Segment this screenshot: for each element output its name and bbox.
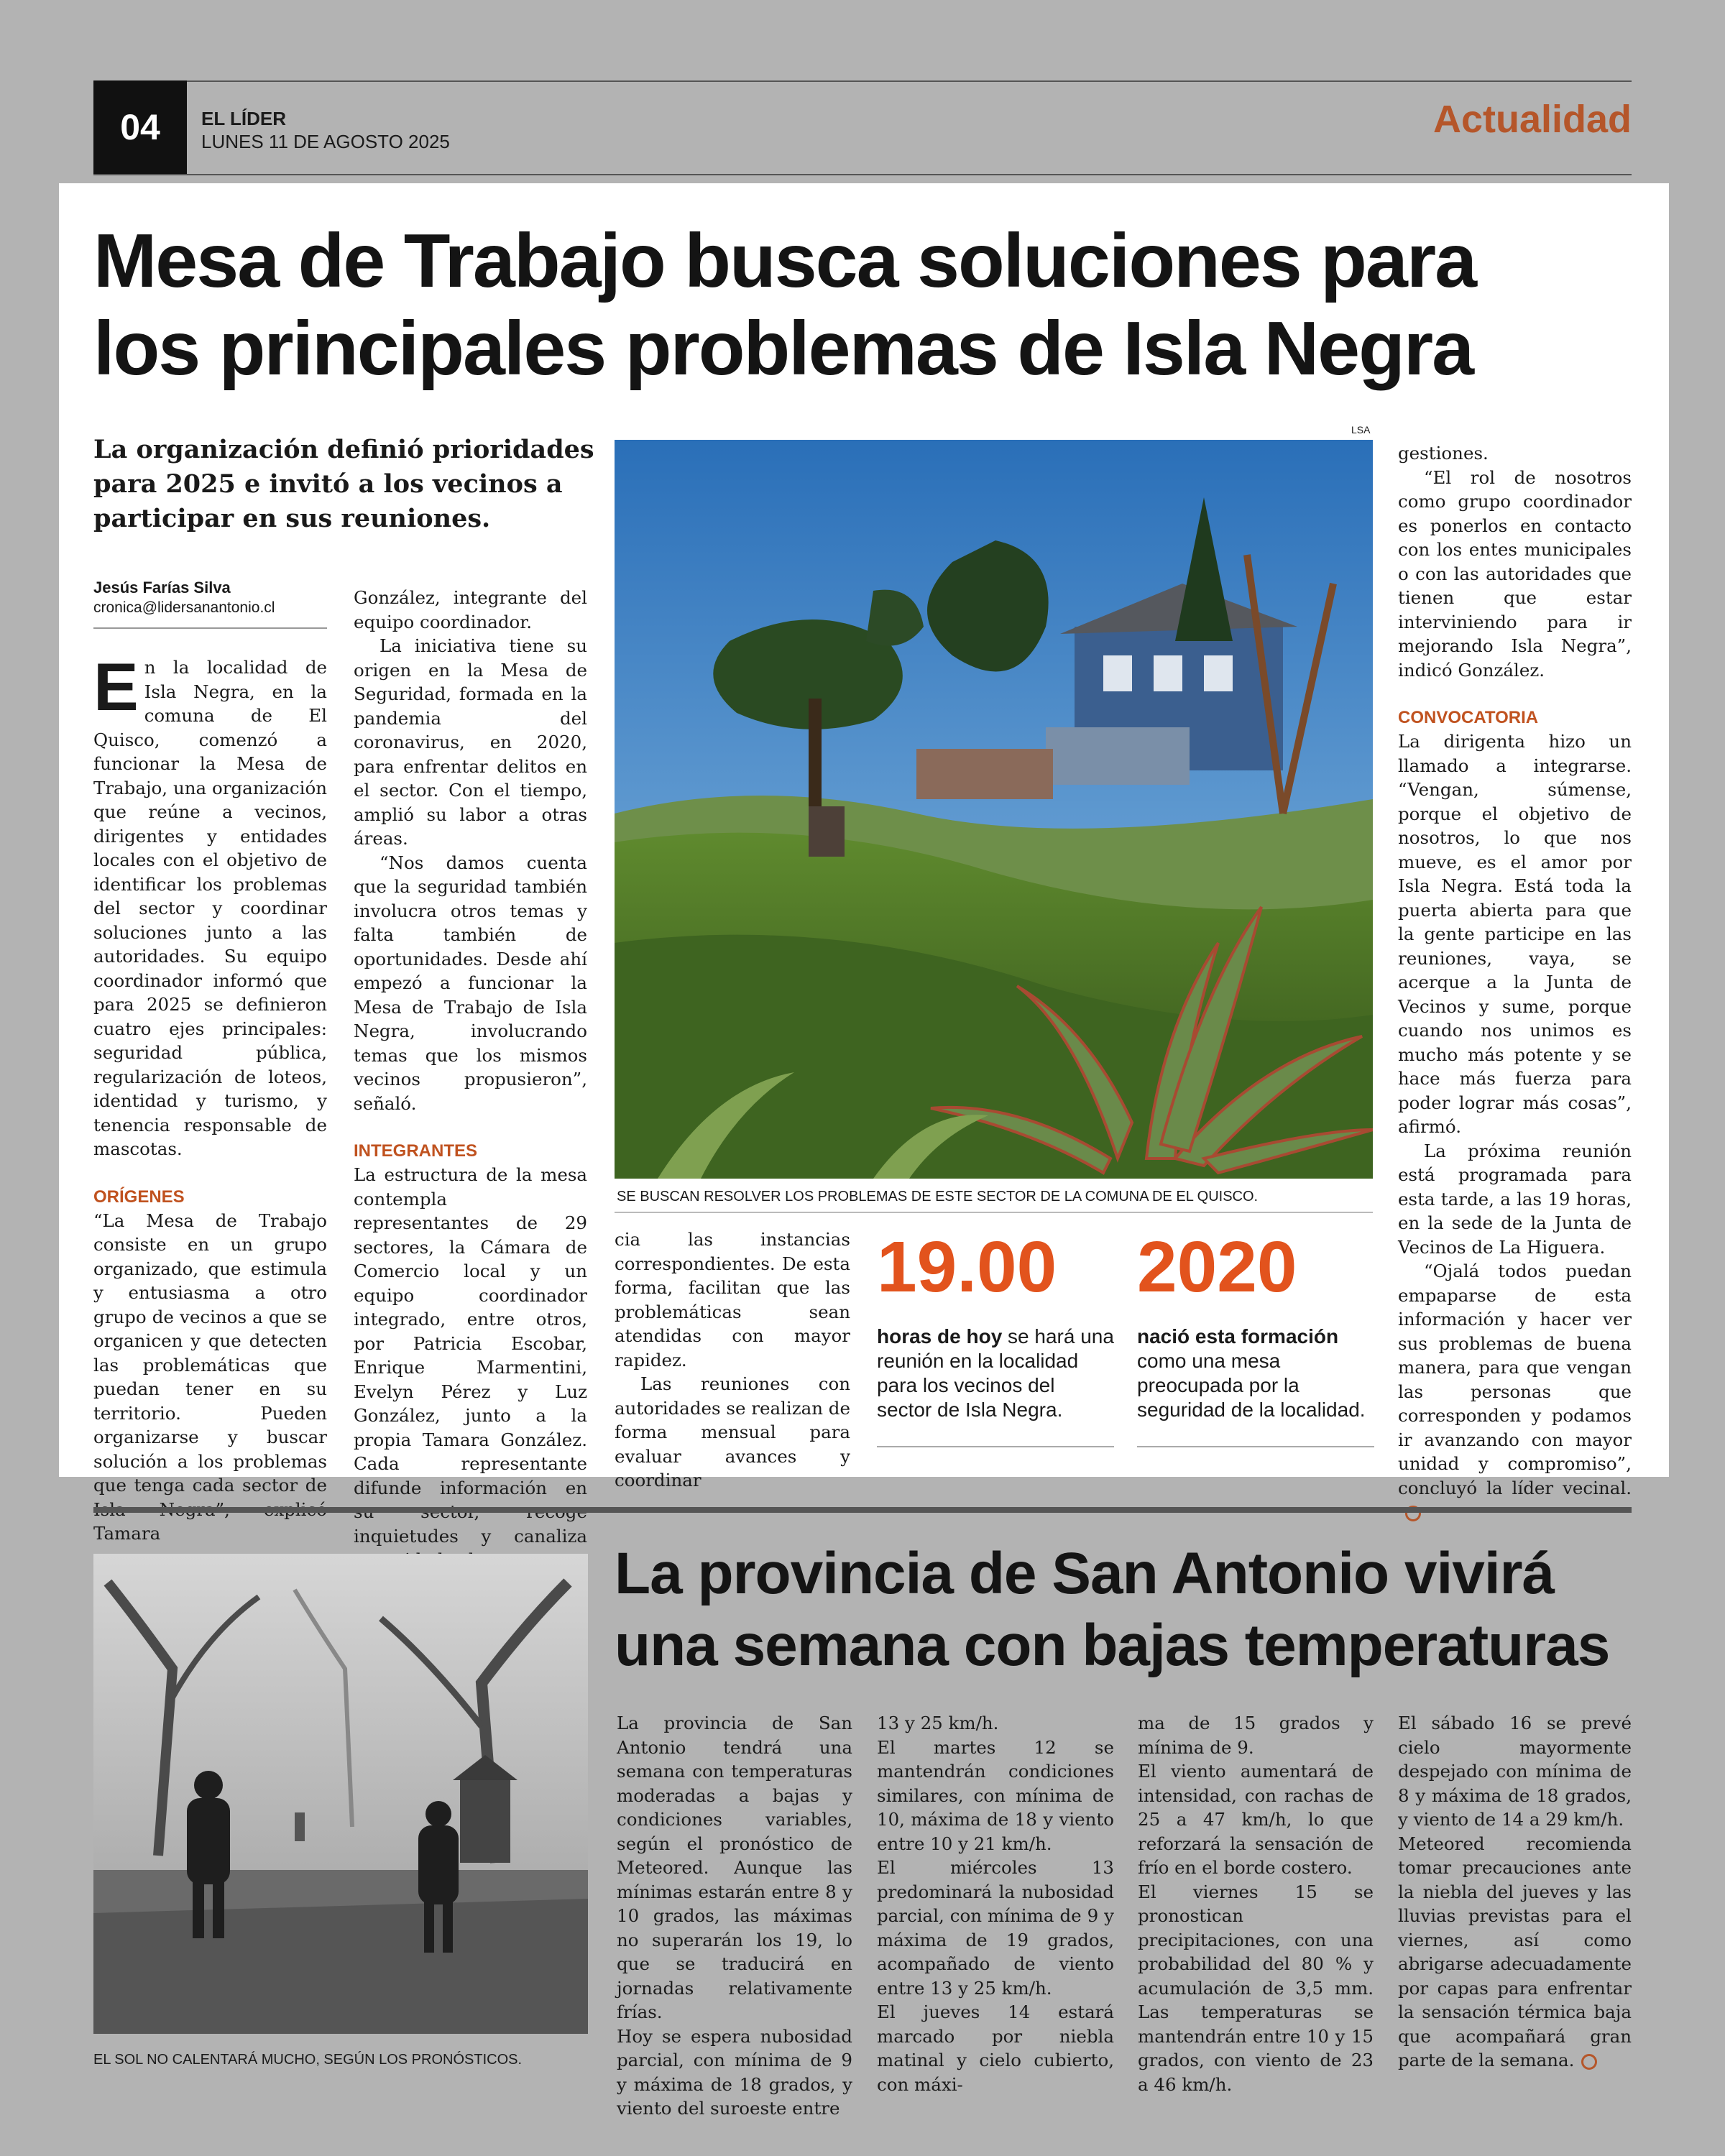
- article1-column-5: [1398, 441, 1632, 1524]
- fact-number-2: 2020: [1137, 1227, 1297, 1307]
- paragraph: ma de 15 grados y mínima de 9.: [1138, 1713, 1374, 1758]
- article2-headline-line2: una semana con bajas temperaturas: [615, 1613, 1610, 1678]
- fact-number-1: 19.00: [877, 1227, 1057, 1307]
- paragraph: “Nos damos cuenta que la seguridad también involucra otros temas y falta también de oportunidades. Desde ahí empezó a funcionar la Mesa de Trabajo de Isla Negra, involucrando temas que los mismos vecinos propusieron”, señaló.: [354, 852, 587, 1114]
- subheading-integrantes: INTEGRANTES: [354, 1141, 478, 1161]
- photo-caption: SE BUSCAN RESOLVER LOS PROBLEMAS DE ESTE SECTOR DE LA COMUNA DE EL QUISCO.: [617, 1189, 1259, 1204]
- article2-column-4: [1398, 1711, 1632, 2073]
- article1-byline: Jesús Farías Silva: [93, 579, 231, 596]
- paragraph-text: Meteored recomienda tomar precauciones ante la niebla del jueves y las lluvias previstas para el viernes, así como abrigarse adecuadamente por capas para enfrentar la sensación térmica baja que acompañará gran parte de la semana.: [1398, 1833, 1632, 2070]
- header-bottom-rule: [93, 174, 1632, 175]
- paragraph: La dirigenta hizo un llamado a integrarse. “Vengan, súmense, porque el objetivo de nosotros, lo que nos mueve, es el amor por Isla Negra. Está toda la puerta abierta para que la gente participe en las reuniones, vaya, se acerque a la Junta de Vecinos y sume, porque cuando nos unimos es mucho más potente y se hace más fuerza para poder lograr más cosas”, afirmó.: [1398, 731, 1632, 1137]
- section-divider: [93, 1507, 1632, 1513]
- paragraph-text: “Ojalá todos puedan empaparse de esta información y hacer ver sus problemas de buena manera, para que vengan las personas que corresponden y podamos ir avanzando con mayor unidad y compromiso”, concluyó la líder vecinal.: [1398, 1261, 1632, 1498]
- paragraph: González, integrante del equipo coordinador.: [354, 587, 587, 632]
- article1-column-1: [93, 649, 327, 1546]
- fact-desc-1: se hará una reunión en la localidad para los vecinos del sector de Isla Negra.: [877, 1325, 1114, 1421]
- fog-street-photo: [93, 1554, 588, 2034]
- paragraph: La estructura de la mesa contempla representantes de 29 sectores, la Cámara de Comercio local y un equipo coordinador integrado, entre otros, por Patricia Escobar, Enrique Marmentini, Evelyn Pérez y Luz González, junto a la propia Tamara González. Cada representante difunde información en inquietudes y canaliza: [354, 1164, 587, 1547]
- paragraph: La próxima reunión está programada para esta tarde, a las 19 horas, en la sede de la Junta de Vecinos de La Higuera.: [1398, 1140, 1632, 1258]
- article2-column-2: [877, 1711, 1114, 2096]
- newspaper-name: EL LÍDER: [201, 108, 286, 129]
- article2-column-1: [617, 1711, 852, 2121]
- paragraph: El sábado 16 se prevé cielo mayormente despejado con mínima de 8 y máxima de 18 grados, y viento de 14 a 29 km/h.: [1398, 1713, 1632, 1830]
- fact-desc-2: como una mesa preocupada por la seguridad de la localidad.: [1137, 1350, 1366, 1421]
- paragraph: La provincia de San Antonio tendrá una semana con temperaturas moderadas a bajas y condiciones variables, según el pronóstico de Meteored. Aunque las mínimas estarán entre 8 y 10 grados, las máximas no superarán los 19, lo que se traducirá en jornadas relativamente frías.: [617, 1713, 852, 2022]
- article1-intro: n la localidad de Isla Negra, en la comuna de El Quisco, comenzó a funcionar la Mesa de Trabajo, una organización que reúne a vecinos, dirigentes y entidades locales con el objetivo de identificar los problemas del sector y coordinar soluciones junto a las autoridades. Su equipo coordinador informó que para 2025 se definieron cuatro ejes principales: seguridad pública, regularización de loteos, identidad y turismo, y tenencia responsable de mascotas.: [93, 657, 327, 1159]
- fact-rule-2: [1137, 1446, 1374, 1447]
- article2-headline-line1: La provincia de San Antonio vivirá: [615, 1541, 1555, 1606]
- paragraph: [1398, 1259, 1632, 1524]
- article1-column-3: [615, 1227, 850, 1493]
- fact-text-2: [1137, 1325, 1374, 1422]
- paragraph: El miércoles 13 predominará la nubosidad parcial, con mínima de 9 y máxima de 19 grados, acompañado de viento entre 13 y 25 km/h.: [877, 1857, 1114, 1999]
- paragraph: gestiones.: [1398, 443, 1489, 464]
- article2-photo-caption: EL SOL NO CALENTARÁ MUCHO, SEGÚN LOS PRONÓSTICOS.: [93, 2052, 523, 2068]
- photo-credit: LSA: [1351, 424, 1371, 436]
- paragraph: [1398, 1832, 1632, 2073]
- fact-text-1: [877, 1325, 1114, 1422]
- end-mark-icon: [1581, 2054, 1597, 2070]
- paragraph: cia las instancias correspondientes. De esta forma, facilitan que las problemáticas sean atendidas con mayor rapidez.: [615, 1229, 850, 1370]
- paragraph: El viento aumentará de intensidad, con rachas de 25 a 47 km/h, lo que reforzará la sensación de frío en el borde costero.: [1138, 1761, 1374, 1878]
- article1-origenes-text: “La Mesa de Trabajo consiste en un grupo organizado, que estimula y entusiasma a otro grupo de vecinos a que se organicen y que detecten las problemáticas que puedan tener en su territorio. Pueden organizarse y buscar solución a los problemas que tenga cada sector de Tamara: [93, 1210, 327, 1544]
- article1-email: cronica@lidersanantonio.cl: [93, 599, 275, 616]
- fact-bold-2: nació esta formación: [1137, 1325, 1339, 1348]
- subheading-origenes: ORÍGENES: [93, 1187, 185, 1207]
- article1-headline: [93, 217, 1646, 392]
- article1-subhead: La organización definió prioridades para 2025 e invitó a los vecinos a participar en sus reuniones.: [93, 435, 594, 533]
- page-number: 04: [93, 80, 187, 174]
- article2-column-3: [1138, 1711, 1374, 2096]
- paragraph: 13 y 25 km/h.: [877, 1713, 999, 1733]
- header-top-rule: [93, 80, 1632, 82]
- paragraph: “El rol de nosotros como grupo coordinador es ponerlos en contacto con los entes municipales o con las autoridades que tienen que estar interviniendo para ir mejorando Isla Negra”, indicó González.: [1398, 466, 1632, 681]
- paragraph: La iniciativa tiene su origen en la Mesa de Seguridad, formada en la pandemia del coronavirus, en 2020, para enfrentar delitos en el sector. Con el tiempo, amplió su labor a otras áreas.: [354, 635, 587, 849]
- article2-headline: [615, 1538, 1642, 1682]
- paragraph: El viernes 15 se pronostican precipitaciones, con una probabilidad del 80 % y acumulación de 3,5 mm. Las temperaturas se mantendrán entre 10 y 15 grados, con viento de 23 a 46 km/h.: [1138, 1881, 1374, 2095]
- paragraph: El jueves 14 estará marcado por niebla matinal y cielo cubierto, con máxi-: [877, 2001, 1114, 2095]
- byline-rule: [93, 627, 327, 629]
- fact-rule-1: [877, 1446, 1114, 1447]
- article1-column-2: [354, 586, 587, 1572]
- fact-bold-1: horas de hoy: [877, 1325, 1003, 1348]
- paragraph: El martes 12 se mantendrán condiciones similares, con mínima de 10, máxima de 18 y viento entre 10 y 21 km/h.: [877, 1736, 1114, 1854]
- issue-date: LUNES 11 DE AGOSTO 2025: [201, 131, 450, 152]
- article1-headline-line2: los principales problemas de Isla Negra: [93, 306, 1473, 391]
- drop-cap: E: [93, 649, 139, 724]
- paragraph: Las reuniones con autoridades se realizan de forma mensual para evaluar avances y coordinar: [615, 1373, 850, 1491]
- subheading-convocatoria: CONVOCATORIA: [1398, 708, 1539, 727]
- caption-rule: [615, 1212, 1373, 1213]
- section-name: Actualidad: [1432, 98, 1632, 141]
- paragraph: Hoy se espera nubosidad parcial, con mínima de 9 y máxima de 18 grados, y viento del suroeste entre: [617, 2025, 852, 2119]
- article1-headline-line1: Mesa de Trabajo busca soluciones para: [93, 218, 1476, 303]
- isla-negra-photo: [615, 440, 1373, 1179]
